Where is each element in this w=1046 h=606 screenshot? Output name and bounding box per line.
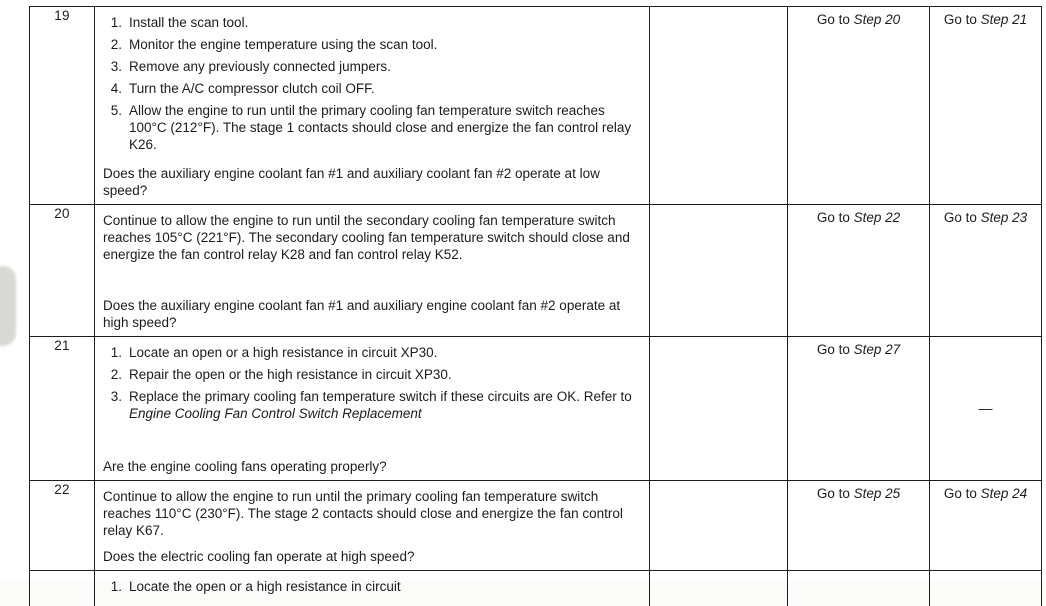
action-cell — [95, 205, 650, 337]
step-cell: 19 — [30, 7, 95, 205]
no-cell — [930, 337, 1042, 481]
action-item-text: Allow the engine to run until the primary cooling fan temperature switch reaches 100°C (212°F). The stage 1 contacts should close and energize the fan control relay K26. — [129, 102, 639, 153]
action-paragraph: Continue to allow the engine to run until the primary cooling fan temperature switch reaches 110°C (230°F). The stage 2 contacts should close and energize the fan control relay K67. — [103, 488, 639, 539]
action-item-italic: Engine Cooling Fan Control Switch Replacement — [129, 406, 422, 421]
action-item-number: 3. — [103, 388, 129, 422]
action-list-item — [103, 80, 639, 97]
goto-step-italic: Step 20 — [854, 12, 901, 27]
action-list-item — [103, 344, 639, 361]
table-row — [30, 571, 1042, 606]
step-cell — [30, 571, 95, 606]
action-paragraph: Continue to allow the engine to run until the secondary cooling fan temperature switch reaches 105°C (221°F). The secondary cooling fan temperature switch should close and energize the fan control relay K28 and fan control relay K52. — [103, 212, 639, 263]
action-cell — [95, 7, 650, 205]
action-item-text: Repair the open or the high resistance in circuit XP30. — [129, 366, 639, 383]
action-item-number: 1. — [103, 14, 129, 31]
step-cell: 22 — [30, 481, 95, 571]
goto-step-italic: Step 22 — [854, 210, 901, 225]
value-cell — [650, 337, 788, 481]
value-cell — [650, 7, 788, 205]
goto-step-italic: Step 24 — [981, 486, 1028, 501]
table-row — [30, 481, 1042, 571]
step-cell: 20 — [30, 205, 95, 337]
question-text: Are the engine cooling fans operating properly? — [103, 458, 641, 475]
goto-text: Go to Step 27 — [817, 342, 900, 357]
question-text: Does the auxiliary engine coolant fan #1 and auxiliary engine coolant fan #2 operate at high speed? — [103, 297, 641, 331]
dash-text: — — [979, 400, 993, 416]
diagnostic-table-body — [30, 7, 1042, 606]
action-list-item — [103, 388, 639, 422]
goto-text: Go to Step 22 — [817, 210, 900, 225]
yes-cell — [788, 205, 930, 337]
action-item-number: 4. — [103, 80, 129, 97]
yes-cell — [788, 571, 930, 606]
action-item-number: 5. — [103, 102, 129, 153]
goto-text: Go to Step 24 — [944, 486, 1027, 501]
goto-step-italic: Step 25 — [854, 486, 901, 501]
action-list-item — [103, 36, 639, 53]
action-list-item — [103, 58, 639, 75]
action-item-number: 3. — [103, 58, 129, 75]
goto-step-italic: Step 27 — [854, 342, 901, 357]
step-cell: 21 — [30, 337, 95, 481]
value-cell — [650, 481, 788, 571]
table-row — [30, 337, 1042, 481]
question-text: Does the auxiliary engine coolant fan #1 and auxiliary coolant fan #2 operate at low speed? — [103, 165, 641, 199]
action-cell — [95, 337, 650, 481]
goto-text: Go to Step 23 — [944, 210, 1027, 225]
no-cell — [930, 205, 1042, 337]
yes-cell — [788, 7, 930, 205]
action-list-item — [103, 366, 639, 383]
scan-edge-artifact — [0, 266, 16, 346]
action-item-number: 2. — [103, 36, 129, 53]
action-list-item — [103, 14, 639, 31]
action-item-text: Monitor the engine temperature using the scan tool. — [129, 36, 639, 53]
action-item-text: Turn the A/C compressor clutch coil OFF. — [129, 80, 639, 97]
action-item-number: 2. — [103, 366, 129, 383]
action-item-text: Replace the primary cooling fan temperature switch if these circuits are OK. Refer to Engine Cooling Fan Control Switch Replacement — [129, 388, 639, 422]
diagnostic-table — [29, 6, 1042, 606]
action-item-text: Locate an open or a high resistance in circuit XP30. — [129, 344, 639, 361]
action-cell — [95, 571, 650, 606]
question-text: Does the electric cooling fan operate at high speed? — [103, 548, 641, 565]
goto-text: Go to Step 25 — [817, 486, 900, 501]
action-list-item — [103, 578, 639, 595]
action-item-text: Locate the open or a high resistance in circuit — [129, 578, 639, 595]
action-cell — [95, 481, 650, 571]
goto-text: Go to Step 20 — [817, 12, 900, 27]
goto-step-italic: Step 23 — [981, 210, 1028, 225]
action-item-text: Remove any previously connected jumpers. — [129, 58, 639, 75]
value-cell — [650, 205, 788, 337]
goto-step-italic: Step 21 — [981, 12, 1028, 27]
no-cell — [930, 571, 1042, 606]
table-row — [30, 7, 1042, 205]
yes-cell — [788, 481, 930, 571]
action-list-item — [103, 102, 639, 153]
no-cell — [930, 481, 1042, 571]
table-row — [30, 205, 1042, 337]
yes-cell — [788, 337, 930, 481]
action-item-number: 1. — [103, 344, 129, 361]
value-cell — [650, 571, 788, 606]
action-item-number: 1. — [103, 578, 129, 595]
action-item-text: Install the scan tool. — [129, 14, 639, 31]
goto-text: Go to Step 21 — [944, 12, 1027, 27]
no-cell — [930, 7, 1042, 205]
